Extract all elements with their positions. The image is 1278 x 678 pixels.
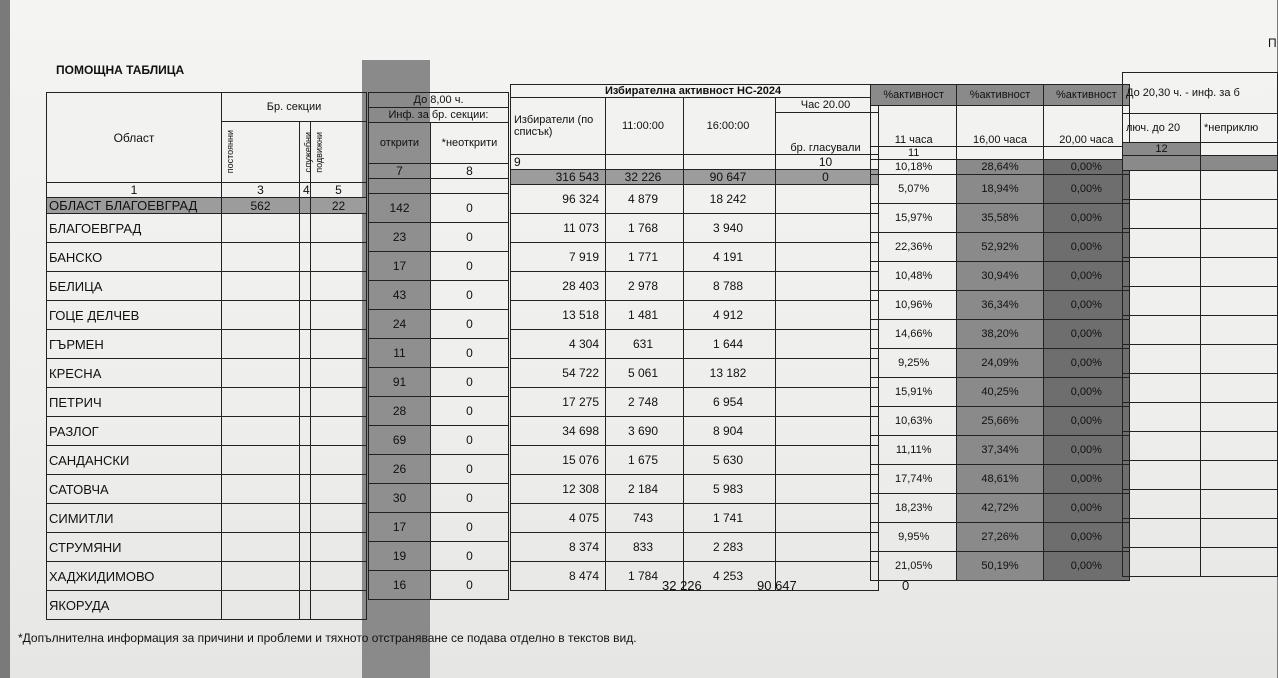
row-pct-11: 22,36% xyxy=(871,233,957,262)
row-1100: 631 xyxy=(606,330,684,359)
table-row xyxy=(871,291,1130,320)
table-row xyxy=(871,262,1130,291)
region-table xyxy=(46,92,367,620)
header-chas20: Час 20.00 xyxy=(776,98,879,113)
row-pct-11: 18,23% xyxy=(871,494,957,523)
row-pct-16: 52,92% xyxy=(957,233,1043,262)
header-sluzhebni: служебни xyxy=(303,131,313,173)
table-row xyxy=(511,359,879,388)
row-opened: 16 xyxy=(369,571,431,600)
table-row xyxy=(511,214,879,243)
row-pct-20: 0,00% xyxy=(1043,204,1129,233)
table-row xyxy=(871,378,1130,407)
row-1600: 1 644 xyxy=(684,330,776,359)
table-row xyxy=(511,475,879,504)
row-1600: 2 283 xyxy=(684,533,776,562)
row-pct-11: 14,66% xyxy=(871,320,957,349)
row-voters: 17 275 xyxy=(511,388,606,417)
row-unopened: 0 xyxy=(431,194,509,223)
table-row xyxy=(1123,432,1278,461)
table-row xyxy=(369,426,509,455)
row-voters: 4 304 xyxy=(511,330,606,359)
total-name: ОБЛАСТ БЛАГОЕВГРАД xyxy=(47,198,222,214)
row-voters: 13 518 xyxy=(511,301,606,330)
row-1600: 1 741 xyxy=(684,504,776,533)
total-1100: 32 226 xyxy=(606,170,684,185)
row-unopened: 0 xyxy=(431,252,509,281)
row-opened: 30 xyxy=(369,484,431,513)
row-pct-11: 17,74% xyxy=(871,465,957,494)
row-1600: 8 904 xyxy=(684,417,776,446)
row-1600: 18 242 xyxy=(684,185,776,214)
table-row xyxy=(369,571,509,600)
table-row xyxy=(47,272,367,301)
row-voters: 7 919 xyxy=(511,243,606,272)
total-p11: 10,18% xyxy=(871,160,957,175)
table-row xyxy=(1123,200,1278,229)
row-opened: 17 xyxy=(369,252,431,281)
row-pct-16: 37,34% xyxy=(957,436,1043,465)
row-1100: 3 690 xyxy=(606,417,684,446)
row-1600: 3 940 xyxy=(684,214,776,243)
header-oblast: Област xyxy=(47,93,222,183)
header-11-chasa: 11 часа xyxy=(871,106,957,147)
table-row xyxy=(871,175,1130,204)
row-name: РАЗЛОГ xyxy=(47,417,222,446)
table-row xyxy=(871,204,1130,233)
header-pct-20: %активност xyxy=(1043,85,1129,106)
row-1600: 5 983 xyxy=(684,475,776,504)
sections-info-table xyxy=(368,92,509,600)
table-row xyxy=(871,233,1130,262)
row-pct-11: 21,05% xyxy=(871,552,957,581)
row-name: БЛАГОЕВГРАД xyxy=(47,214,222,243)
table-row xyxy=(1123,287,1278,316)
table-row xyxy=(369,397,509,426)
table-row xyxy=(871,465,1130,494)
row-pct-20: 0,00% xyxy=(1043,233,1129,262)
table-row xyxy=(47,504,367,533)
table-row xyxy=(1123,316,1278,345)
row-pct-20: 0,00% xyxy=(1043,262,1129,291)
row-unopened: 0 xyxy=(431,397,509,426)
row-opened: 19 xyxy=(369,542,431,571)
row-name: ХАДЖИДИМОВО xyxy=(47,562,222,591)
colnum-3: 3 xyxy=(222,183,300,198)
row-1600: 6 954 xyxy=(684,388,776,417)
row-name: СИМИТЛИ xyxy=(47,504,222,533)
table-row xyxy=(511,330,879,359)
colnum-12: 12 xyxy=(1123,143,1201,156)
row-name: БАНСКО xyxy=(47,243,222,272)
row-pct-20: 0,00% xyxy=(1043,378,1129,407)
row-1100: 2 978 xyxy=(606,272,684,301)
row-opened: 28 xyxy=(369,397,431,426)
row-1100: 2 748 xyxy=(606,388,684,417)
row-unopened: 0 xyxy=(431,223,509,252)
row-name: САТОВЧА xyxy=(47,475,222,504)
row-voters: 15 076 xyxy=(511,446,606,475)
row-pct-20: 0,00% xyxy=(1043,494,1129,523)
table-row xyxy=(871,320,1130,349)
header-activity-title: Избирателна активност НС-2024 xyxy=(511,85,879,98)
table-row xyxy=(511,504,879,533)
row-pct-16: 35,58% xyxy=(957,204,1043,233)
table-row xyxy=(511,185,879,214)
row-opened: 26 xyxy=(369,455,431,484)
row-opened: 17 xyxy=(369,513,431,542)
row-opened: 11 xyxy=(369,339,431,368)
table-row xyxy=(1123,258,1278,287)
row-pct-11: 15,91% xyxy=(871,378,957,407)
row-name: СТРУМЯНИ xyxy=(47,533,222,562)
header-pct-11: %активност xyxy=(871,85,957,106)
closing-table xyxy=(1122,72,1278,577)
row-pct-16: 24,09% xyxy=(957,349,1043,378)
table-row xyxy=(369,281,509,310)
table-row xyxy=(1123,229,1278,258)
header-kluch: люч. до 20 xyxy=(1123,114,1201,143)
row-voters: 54 722 xyxy=(511,359,606,388)
table-row xyxy=(1123,403,1278,432)
row-name: ЯКОРУДА xyxy=(47,591,222,620)
row-pct-16: 50,19% xyxy=(957,552,1043,581)
table-row xyxy=(47,417,367,446)
colnum-1: 1 xyxy=(47,183,222,198)
row-voters: 8 474 xyxy=(511,562,606,591)
header-1100: 11:00:00 xyxy=(606,98,684,155)
table-row xyxy=(369,484,509,513)
table-row xyxy=(369,339,509,368)
table-row xyxy=(1123,490,1278,519)
header-16-chasa: 16,00 часа xyxy=(957,106,1043,147)
table-row xyxy=(511,533,879,562)
table-row xyxy=(47,562,367,591)
table-row xyxy=(1123,461,1278,490)
row-pct-11: 9,95% xyxy=(871,523,957,552)
row-unopened: 0 xyxy=(431,571,509,600)
row-name: САНДАНСКИ xyxy=(47,446,222,475)
row-1100: 743 xyxy=(606,504,684,533)
row-pct-16: 25,66% xyxy=(957,407,1043,436)
row-opened: 24 xyxy=(369,310,431,339)
table-row xyxy=(47,301,367,330)
table-row xyxy=(369,252,509,281)
total-1600: 90 647 xyxy=(684,170,776,185)
table-row xyxy=(47,359,367,388)
table-row xyxy=(511,272,879,301)
row-unopened: 0 xyxy=(431,455,509,484)
row-opened: 69 xyxy=(369,426,431,455)
corner-mark: П xyxy=(1268,36,1277,50)
table-row xyxy=(369,194,509,223)
header-br-glasuvali: бр. гласували xyxy=(776,113,879,155)
table-row xyxy=(369,455,509,484)
header-voters: Избиратели (по списък) xyxy=(511,98,606,155)
header-sections: Бр. секции xyxy=(222,93,367,122)
row-pct-20: 0,00% xyxy=(1043,175,1129,204)
table-row xyxy=(871,349,1130,378)
total-2000: 0 xyxy=(776,170,879,185)
table-row xyxy=(871,494,1130,523)
header-otkriti: открити xyxy=(369,123,431,164)
row-pct-16: 42,72% xyxy=(957,494,1043,523)
row-pct-16: 36,34% xyxy=(957,291,1043,320)
row-1600: 8 788 xyxy=(684,272,776,301)
row-unopened: 0 xyxy=(431,542,509,571)
colnum-7: 7 xyxy=(369,164,431,179)
row-pct-16: 40,25% xyxy=(957,378,1043,407)
row-voters: 11 073 xyxy=(511,214,606,243)
colnum-10: 10 xyxy=(776,155,879,170)
table-row xyxy=(511,243,879,272)
row-pct-11: 11,11% xyxy=(871,436,957,465)
row-1600: 13 182 xyxy=(684,359,776,388)
header-20-chasa: 20,00 часа xyxy=(1043,106,1129,147)
sum-1600: 90 647 xyxy=(757,578,797,593)
row-opened: 142 xyxy=(369,194,431,223)
total-p20: 0,00% xyxy=(1043,160,1129,175)
colnum-4: 4 xyxy=(300,183,311,198)
row-name: ГОЦЕ ДЕЛЧЕВ xyxy=(47,301,222,330)
row-1100: 4 879 xyxy=(606,185,684,214)
header-inf-sections: Инф. за бр. секции: xyxy=(369,108,509,123)
colnum-5: 5 xyxy=(311,183,367,198)
row-1100: 833 xyxy=(606,533,684,562)
percent-table xyxy=(870,84,1130,581)
table-row xyxy=(511,446,879,475)
total-postoyanni: 562 xyxy=(222,198,300,214)
header-pct-16: %активност xyxy=(957,85,1043,106)
header-neotkriti: *неоткрити xyxy=(431,123,509,164)
row-name: ПЕТРИЧ xyxy=(47,388,222,417)
row-pct-16: 18,94% xyxy=(957,175,1043,204)
total-podvizhni: 22 xyxy=(311,198,367,214)
row-1600: 4 191 xyxy=(684,243,776,272)
table-row xyxy=(1123,519,1278,548)
table-row xyxy=(1123,171,1278,200)
header-do2030: До 20,30 ч. - инф. за б xyxy=(1123,73,1278,114)
table-row xyxy=(871,407,1130,436)
row-1100: 1 771 xyxy=(606,243,684,272)
table-row xyxy=(1123,345,1278,374)
row-voters: 28 403 xyxy=(511,272,606,301)
table-row xyxy=(47,243,367,272)
sum-2000: 0 xyxy=(902,578,910,593)
row-pct-11: 9,25% xyxy=(871,349,957,378)
row-pct-20: 0,00% xyxy=(1043,465,1129,494)
row-pct-20: 0,00% xyxy=(1043,320,1129,349)
row-pct-16: 30,94% xyxy=(957,262,1043,291)
table-row xyxy=(47,446,367,475)
colnum-8: 8 xyxy=(431,164,509,179)
row-voters: 96 324 xyxy=(511,185,606,214)
table-row xyxy=(369,542,509,571)
row-1600: 4 912 xyxy=(684,301,776,330)
table-row xyxy=(1123,548,1278,577)
row-1100: 2 184 xyxy=(606,475,684,504)
row-unopened: 0 xyxy=(431,281,509,310)
row-name: ГЪРМЕН xyxy=(47,330,222,359)
total-p16: 28,64% xyxy=(957,160,1043,175)
table-row xyxy=(1123,374,1278,403)
row-pct-20: 0,00% xyxy=(1043,407,1129,436)
row-1600: 4 253 xyxy=(684,562,776,591)
table-row xyxy=(871,552,1130,581)
table-row xyxy=(47,591,367,620)
row-1100: 1 768 xyxy=(606,214,684,243)
sum-1100: 32 226 xyxy=(662,578,702,593)
table-row xyxy=(511,301,879,330)
header-1600: 16:00:00 xyxy=(684,98,776,155)
table-row xyxy=(369,310,509,339)
row-1100: 5 061 xyxy=(606,359,684,388)
row-unopened: 0 xyxy=(431,426,509,455)
header-podvizhni: подвижни xyxy=(314,131,324,173)
header-nepriklu: *неприклю xyxy=(1201,114,1278,143)
table-row xyxy=(369,223,509,252)
activity-table xyxy=(510,84,879,591)
row-opened: 43 xyxy=(369,281,431,310)
row-unopened: 0 xyxy=(431,368,509,397)
row-pct-20: 0,00% xyxy=(1043,436,1129,465)
row-pct-11: 5,07% xyxy=(871,175,957,204)
row-unopened: 0 xyxy=(431,513,509,542)
header-do8: До 8,00 ч. xyxy=(369,93,509,108)
row-voters: 4 075 xyxy=(511,504,606,533)
table-row xyxy=(511,417,879,446)
table-row xyxy=(47,533,367,562)
row-pct-16: 27,26% xyxy=(957,523,1043,552)
row-pct-20: 0,00% xyxy=(1043,552,1129,581)
row-opened: 91 xyxy=(369,368,431,397)
colnum-9: 9 xyxy=(511,155,606,170)
row-name: КРЕСНА xyxy=(47,359,222,388)
table-row xyxy=(47,388,367,417)
row-pct-11: 10,96% xyxy=(871,291,957,320)
row-name: БЕЛИЦА xyxy=(47,272,222,301)
row-pct-11: 10,48% xyxy=(871,262,957,291)
row-pct-20: 0,00% xyxy=(1043,523,1129,552)
row-pct-20: 0,00% xyxy=(1043,349,1129,378)
row-1100: 1 675 xyxy=(606,446,684,475)
table-row xyxy=(871,523,1130,552)
table-row xyxy=(369,513,509,542)
row-1100: 1 784 xyxy=(606,562,684,591)
table-row xyxy=(511,388,879,417)
table-row xyxy=(871,436,1130,465)
table-row xyxy=(47,475,367,504)
row-pct-20: 0,00% xyxy=(1043,291,1129,320)
row-pct-11: 10,63% xyxy=(871,407,957,436)
row-unopened: 0 xyxy=(431,310,509,339)
row-voters: 8 374 xyxy=(511,533,606,562)
row-opened: 23 xyxy=(369,223,431,252)
footnote: *Допълнителна информация за причини и проблеми и тяхното отстраняване се подава отделно в текстов вид. xyxy=(18,631,637,645)
row-1600: 5 630 xyxy=(684,446,776,475)
header-postoyanni: постоянни xyxy=(225,130,235,174)
total-voters: 316 543 xyxy=(511,170,606,185)
row-unopened: 0 xyxy=(431,484,509,513)
row-pct-11: 15,97% xyxy=(871,204,957,233)
table-row xyxy=(47,214,367,243)
row-pct-16: 48,61% xyxy=(957,465,1043,494)
row-pct-16: 38,20% xyxy=(957,320,1043,349)
colnum-11: 11 xyxy=(871,147,957,160)
row-voters: 12 308 xyxy=(511,475,606,504)
row-unopened: 0 xyxy=(431,339,509,368)
row-1100: 1 481 xyxy=(606,301,684,330)
table-row xyxy=(369,368,509,397)
document-title: ПОМОЩНА ТАБЛИЦА xyxy=(56,63,185,77)
row-voters: 34 698 xyxy=(511,417,606,446)
table-row xyxy=(47,330,367,359)
